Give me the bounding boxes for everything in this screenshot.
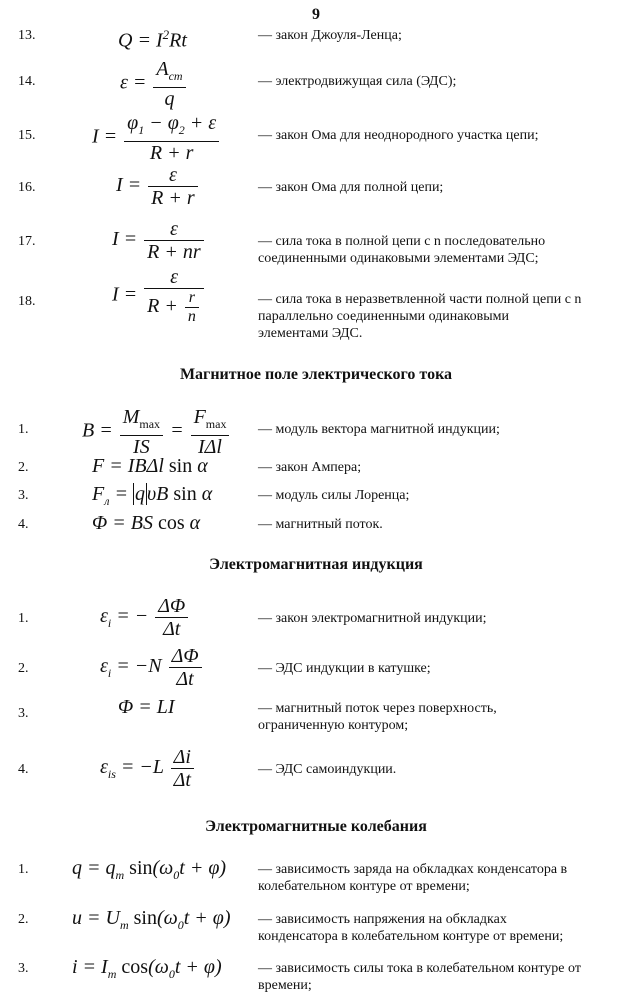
formula-description: — закон Ампера; [258,460,362,475]
formula-row [0,512,632,534]
item-number: 14. [18,74,36,89]
formula-description: — ЭДС индукции в катушке; [258,661,431,676]
formula-row [0,483,632,508]
formula-magnetic-flux: Φ = BS cos α [92,512,201,534]
formula-description: — сила тока в полной цепи с n последовательно соединенными одинаковыми элементами ЭДС; [258,234,546,266]
formula-series-cells: I = $\frac{\varepsilon}{R + nr}$ [112,218,206,263]
item-number: 4. [18,762,29,777]
formula-description: — закон Ома для неоднородного участка цепи; [258,128,539,143]
formula-ohm-full: I = $\frac{\varepsilon}{R + r}$ [116,164,200,209]
formula-row [0,956,632,993]
formula-row [0,406,632,458]
formula-row [0,746,632,791]
item-number: 13. [18,28,36,43]
formula-row [0,27,632,52]
item-number: 1. [18,862,29,877]
formula-row [0,857,632,894]
item-number: 2. [18,912,29,927]
formula-description: — закон Ома для полной цепи; [258,180,444,195]
section-title: Магнитное поле электрического тока [179,366,453,383]
section-title: Электромагнитная индукция [209,556,423,573]
item-number: 3. [18,961,29,976]
formula-description: — зависимость силы тока в колебательном контуре от времени; [258,961,581,993]
item-number: 4. [18,517,29,532]
formula-row [0,696,632,733]
item-number: 16. [18,180,36,195]
formula-coil-emf: $\varepsilon_i = -N$ $\frac{\Delta\Phi}{\Delta t}$ [100,645,204,690]
formula-description: — зависимость напряжения на обкладках конденсатора в колебательном контуре от времени; [258,912,564,944]
formula-description: — модуль силы Лоренца; [258,488,410,503]
formula-description: — магнитный поток через поверхность, ограниченную контуром; [258,701,497,733]
formula-row [0,218,632,266]
formula-joule-lenz: $Q = I^2Rt$ [118,27,187,52]
formula-row [0,595,632,640]
formula-ohm-nonuniform: I = $\frac{\varphi_1 - \varphi_2 + \varepsilon}{R + r}$ [92,112,221,164]
item-number: 2. [18,661,29,676]
formula-row [0,58,632,110]
formula-description: — зависимость заряда на обкладках конденсатора в колебательном контуре от времени; [258,862,568,894]
formula-parallel-cells: I = ε R + $\frac{r}{n}$ [112,266,206,326]
formula-lorentz: $F_л = q$ υB sin α [92,483,213,508]
formula-description: — модуль вектора магнитной индукции; [258,422,500,437]
item-number: 3. [18,706,29,721]
item-number: 1. [18,611,29,626]
formula-flux-inductance: Φ = LI [118,696,175,718]
formula-emf: ε = $\frac{A_{cm}}{q}$ [120,58,188,110]
formula-row [0,455,632,477]
item-number: 18. [18,294,36,309]
formula-description: — электродвижущая сила (ЭДС); [258,74,457,89]
item-number: 3. [18,488,29,503]
formula-row [0,164,632,209]
formula-description: — закон Джоуля-Ленца; [258,28,402,43]
formula-current-oscillation: $i = I_m$ $\cos(\omega_0t + \varphi)$ [72,956,222,981]
item-number: 1. [18,422,29,437]
page-number: 9 [312,6,320,23]
formula-row [0,645,632,690]
formula-voltage-oscillation: $u = U_m$ $\sin(\omega_0t + \varphi)$ [72,907,231,932]
formula-magnetic-induction: B = $\frac{M_{max}}{IS}$ = $\frac{F_{max}}{\text{IΔl}}$ [82,406,231,458]
formula-self-induction: $\varepsilon_{is} = -L$ $\frac{\Delta i}{\Delta t}$ [100,746,196,791]
formula-description: — ЭДС самоиндукции. [258,762,397,777]
formula-row [0,112,632,164]
section-title: Электромагнитные колебания [205,818,427,835]
formula-description: — сила тока в неразветвленной части полной цепи с n параллельно соединенными одинаковыми элементами ЭДС. [258,292,582,341]
formula-faraday: $\varepsilon_i$ = − $\frac{\Delta\Phi}{\Delta t}$ [100,595,190,640]
item-number: 15. [18,128,36,143]
item-number: 17. [18,234,36,249]
formula-row [0,907,632,944]
item-number: 2. [18,460,29,475]
formula-description: — магнитный поток. [258,517,383,532]
formula-charge-oscillation: $q = q_m$ $\sin(\omega_0t + \varphi)$ [72,857,227,882]
formula-row [0,266,632,341]
formula-description: — закон электромагнитной индукции; [258,611,487,626]
formula-ampere: F = IBΔl sin α [92,455,208,477]
